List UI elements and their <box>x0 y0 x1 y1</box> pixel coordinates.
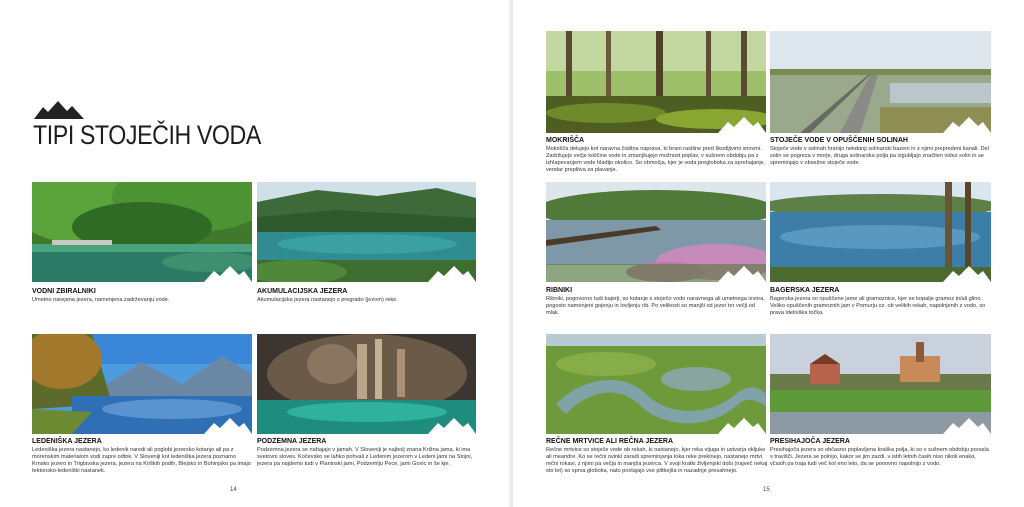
caption-text: Akumulacijska jezera nastanejo s pregrado (jezom) reke. <box>257 297 398 303</box>
caption-title: PRESIHAJOČA JEZERA <box>770 438 850 445</box>
photo-recne-mrtvice <box>546 334 766 434</box>
caption-akumulacijska-jezera <box>257 288 479 304</box>
caption-vodni-zbiralniki <box>32 288 254 304</box>
caption-title: PODZEMNA JEZERA <box>257 438 327 445</box>
photo-vodni-zbiralniki <box>32 182 252 282</box>
caption-bagerska-jezera <box>770 287 992 317</box>
caption-ribniki <box>546 287 768 317</box>
caption-text: Umetno narejena jezera, namenjena zadrževanju vode. <box>32 297 170 303</box>
page-number: 15 <box>763 487 770 493</box>
caption-text: Ribniki, pogovorno tudi bajerji, so kotanje s stoječo vodo naravnega ali umetnega izvora, pogosto namenjeni gojenju in lovljenju rib. Po velikosti so manjši od jezer ter večji od mlak. <box>546 296 765 316</box>
caption-text: Rečne mrtvice so stoječe vode ob rekah, ki nastanejo, kjer reka vijuga in ustvarja okljuke ali meandre. Ko se rečni ovinki zaradi spreminjanja toka reke prekinejo, nastanejo mrtvi rečni rokavi, z njimi pa večja in manjša jezerca. V svoji kratki življenjski dobi (največ nekaj sto let) so sprva globoka, nato postajajo vse plitkejša in nazadnje presahnejo. <box>546 447 768 474</box>
caption-title: AKUMULACIJSKA JEZERA <box>257 288 348 295</box>
caption-recne-mrtvice <box>546 438 768 475</box>
caption-text: Ledeniška jezera nastanejo, ko ledenik naredi ali poglobi jezersko kotanjo ali pa z morenskim materialom vodi zapre odtok. V Sloveniji kot ledeniška jezera poznamo Krnsko jezero in Triglavska jezera, jezera na Kriških podih, Blejsko in Bohinjsko pa imajo tektonsko-ledeniški nastanek. <box>32 447 251 474</box>
photo-mokrisca <box>546 31 766 133</box>
caption-title: RIBNIKI <box>546 287 573 294</box>
photo-ledeniska-jezera <box>32 334 252 434</box>
caption-title: REČNE MRTVICE ALI REČNA JEZERA <box>546 438 674 445</box>
photo-akumulacijska-jezera <box>257 182 476 282</box>
caption-title: BAGERSKA JEZERA <box>770 287 840 294</box>
photo-podzemna-jezera <box>257 334 476 434</box>
caption-title: STOJEČE VODE V OPUŠČENIH SOLINAH <box>770 137 908 144</box>
caption-text: Podzemna jezera se nahajajo v jamah. V Sloveniji je najbolj znana Križna jama, ki ima svetovni sloves. Kočevsko se lahko pohvali z Ledenim jezerom v Ledeni jami na Stojni, jezera pa najdemo tudi v Planinski jami, Podzemlju Pece, jami Govic in še kje. <box>257 447 473 467</box>
caption-ledeniska-jezera <box>32 438 254 475</box>
photo-soline <box>770 31 991 133</box>
right-page <box>513 0 1024 507</box>
caption-text: Bagerska jezera so opuščene jame ali gramoznice, kjer se kopalje gramoz in/ali glino. Veliko opuščenih gramoznih jam v Pomurju oz. ob velikih rekah, napolnjenih z vodo, so prava idelniška točka. <box>770 296 986 316</box>
caption-title: LEDENIŠKA JEZERA <box>32 438 102 445</box>
page-number: 14 <box>230 487 237 493</box>
caption-podzemna-jezera <box>257 438 479 468</box>
photo-ribniki <box>546 182 766 282</box>
caption-text: Stoječe vode v solinah hranijo nekdanji solinarski bazeni in z njimi prepredeni kanali. Del solin se pogreza v morje, druga solinarska polja pa izgubljajo značilen videz solin in se spreminjajo v obsežne stoječe vode. <box>770 146 989 166</box>
page-title: TIPI STOJEČIH VODA <box>33 120 261 150</box>
caption-text: Presihajoča jezera so občasno poplavljena kraška polja, ki so v sušnem obdobju porasla s travišči. Jezera se polnijo, kakor se jim zazdi, v istih letnih časih niso nikoli enaka, včasih pa traja tudi več kot eno leto, da se ponovno napolnijo z vodo. <box>770 447 989 467</box>
caption-title: MOKRIŠČA <box>546 137 585 144</box>
photo-presihajoca-jezera <box>770 334 991 434</box>
caption-presihajoca-jezera <box>770 438 992 468</box>
caption-text: Mokrišča delujejo kot naravna čistilna naprava, ki brani rastline pred škodljivimi snovmi. Zadržujejo večje količine vode in zmanjšujejo možnost poplav, v sušnem obdobju pa z izhlapevanjem vode hladijo okolico. So območja, kjer je voda pregloboka za sprehajanje, vendar preplitva za plavanje. <box>546 146 766 173</box>
caption-mokrisca <box>546 137 768 174</box>
caption-title: VODNI ZBIRALNIKI <box>32 288 96 295</box>
left-page <box>0 0 511 507</box>
mountain-icon <box>34 101 84 119</box>
photo-bagerska-jezera <box>770 182 991 282</box>
caption-soline <box>770 137 992 167</box>
